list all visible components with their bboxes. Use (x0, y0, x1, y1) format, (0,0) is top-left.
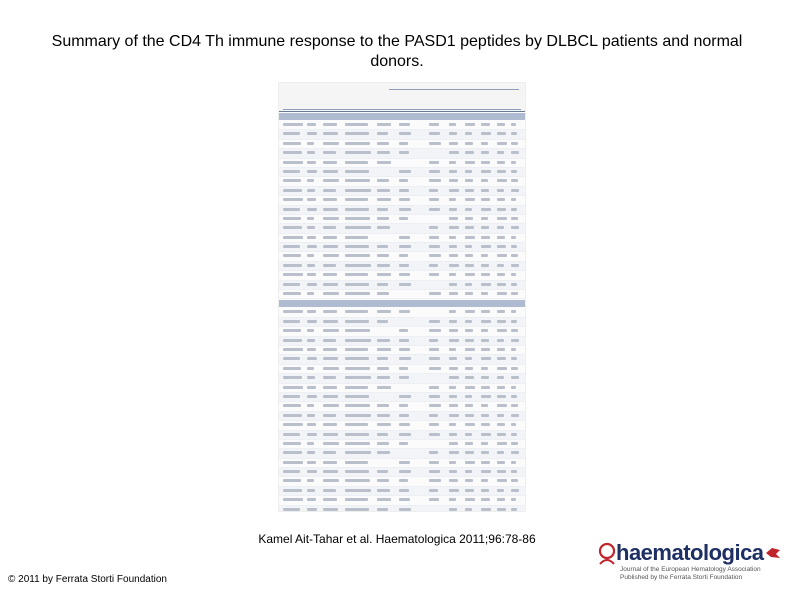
logo-subtitle-line1: Journal of the European Hematology Association (620, 566, 761, 573)
table-row (279, 374, 525, 383)
table-row (279, 168, 525, 177)
table-row (279, 206, 525, 215)
table-row (279, 224, 525, 233)
table-row (279, 271, 525, 280)
table-row (279, 327, 525, 336)
table-row (279, 252, 525, 261)
table-row (279, 440, 525, 449)
table-section-band (279, 300, 525, 307)
table-row (279, 215, 525, 224)
table-row (279, 449, 525, 458)
table-row (279, 121, 525, 130)
table-row (279, 384, 525, 393)
table-row (279, 130, 525, 139)
table-row (279, 243, 525, 252)
table-row (279, 412, 525, 421)
logo-subtitle (620, 566, 761, 581)
table-row (279, 431, 525, 440)
logo-subtitle-line2: Published by the Ferrata Storti Foundation (620, 573, 743, 581)
table-row (279, 477, 525, 486)
table-row (279, 290, 525, 299)
table-row (279, 402, 525, 411)
table-row (279, 281, 525, 290)
table-header (279, 83, 525, 112)
table-row (279, 496, 525, 505)
table-row (279, 346, 525, 355)
table-row (279, 468, 525, 477)
table-row (279, 506, 525, 512)
table-row (279, 234, 525, 243)
table-body (279, 113, 525, 512)
table-row (279, 393, 525, 402)
logo-wordmark: haematologica (616, 540, 764, 565)
table-row (279, 487, 525, 496)
table-row (279, 177, 525, 186)
table-row (279, 159, 525, 168)
logo-mark-icon (596, 542, 618, 566)
table-row (279, 308, 525, 317)
haematologica-logo (596, 540, 786, 586)
table-row (279, 365, 525, 374)
table-row (279, 318, 525, 327)
table-row (279, 355, 525, 364)
table-row (279, 262, 525, 271)
table-row (279, 421, 525, 430)
eha-flag-icon (764, 546, 782, 560)
table-row (279, 459, 525, 468)
copyright: © 2011 by Ferrata Storti Foundation (8, 574, 167, 585)
table-row (279, 196, 525, 205)
table-row (279, 140, 525, 149)
summary-table-image (278, 82, 526, 512)
slide-title: Summary of the CD4 Th immune response to the PASD1 peptides by DLBCL patients and normal donors. (51, 33, 743, 70)
table-section-band (279, 113, 525, 120)
table-row (279, 149, 525, 158)
table-row (279, 187, 525, 196)
table-row (279, 337, 525, 346)
citation: Kamel Ait-Tahar et al. Haematologica 2011;96:78-86 (258, 532, 536, 546)
